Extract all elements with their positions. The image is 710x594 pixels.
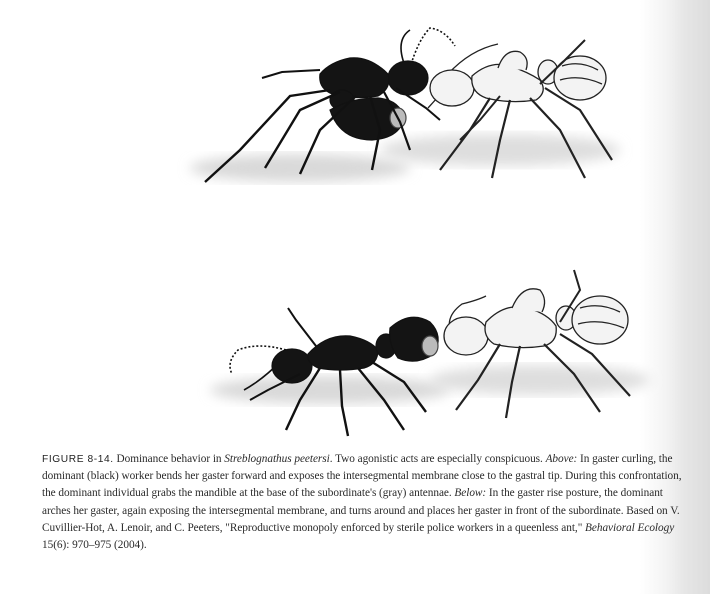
dominant-ant-below: [230, 308, 438, 436]
dominant-ant-shadow: [190, 154, 410, 182]
illustration-below-gaster-rise: [0, 250, 710, 445]
figure-label: FIGURE 8-14.: [42, 454, 114, 465]
caption-part-1: . Two agonistic acts are especially conspicuous.: [329, 453, 546, 465]
journal-name: Behavioral Ecology: [585, 521, 675, 534]
dominant-ant-shadow-below: [210, 376, 450, 404]
below-label: Below:: [454, 487, 487, 500]
citation-end: 15(6): 970–975 (2004).: [42, 539, 147, 552]
subordinate-ant-below: [444, 270, 630, 418]
caption-intro: Dominance behavior in: [113, 453, 225, 465]
above-label: Above:: [545, 453, 578, 465]
caption-part-2: In gaster curling, the dominant (black) worker bends her gaster forward and exposes the intersegmental membrane close to the gastral tip. During this confrontation, the dominant individual grabs the mandible at the base of the subordinate's (gray) antennae.: [42, 453, 682, 500]
ant-drawing-above: [0, 0, 710, 215]
ant-drawing-below: [0, 250, 710, 445]
caption-part-3: In the gaster rise posture, the dominant arches her gaster, again exposing the intersegmental membrane, and turns around and places her gaster in front of the subordinate. Based on V. Cuvillier-Hot, A. Lenoir, and C. Peeters, "Reproductive monopoly enforced by sterile police workers in a queenless ant,": [42, 487, 680, 534]
species-name: Streblognathus peetersi: [224, 453, 330, 465]
figure-caption: [42, 451, 692, 554]
illustration-above-gaster-curling: [0, 0, 710, 215]
